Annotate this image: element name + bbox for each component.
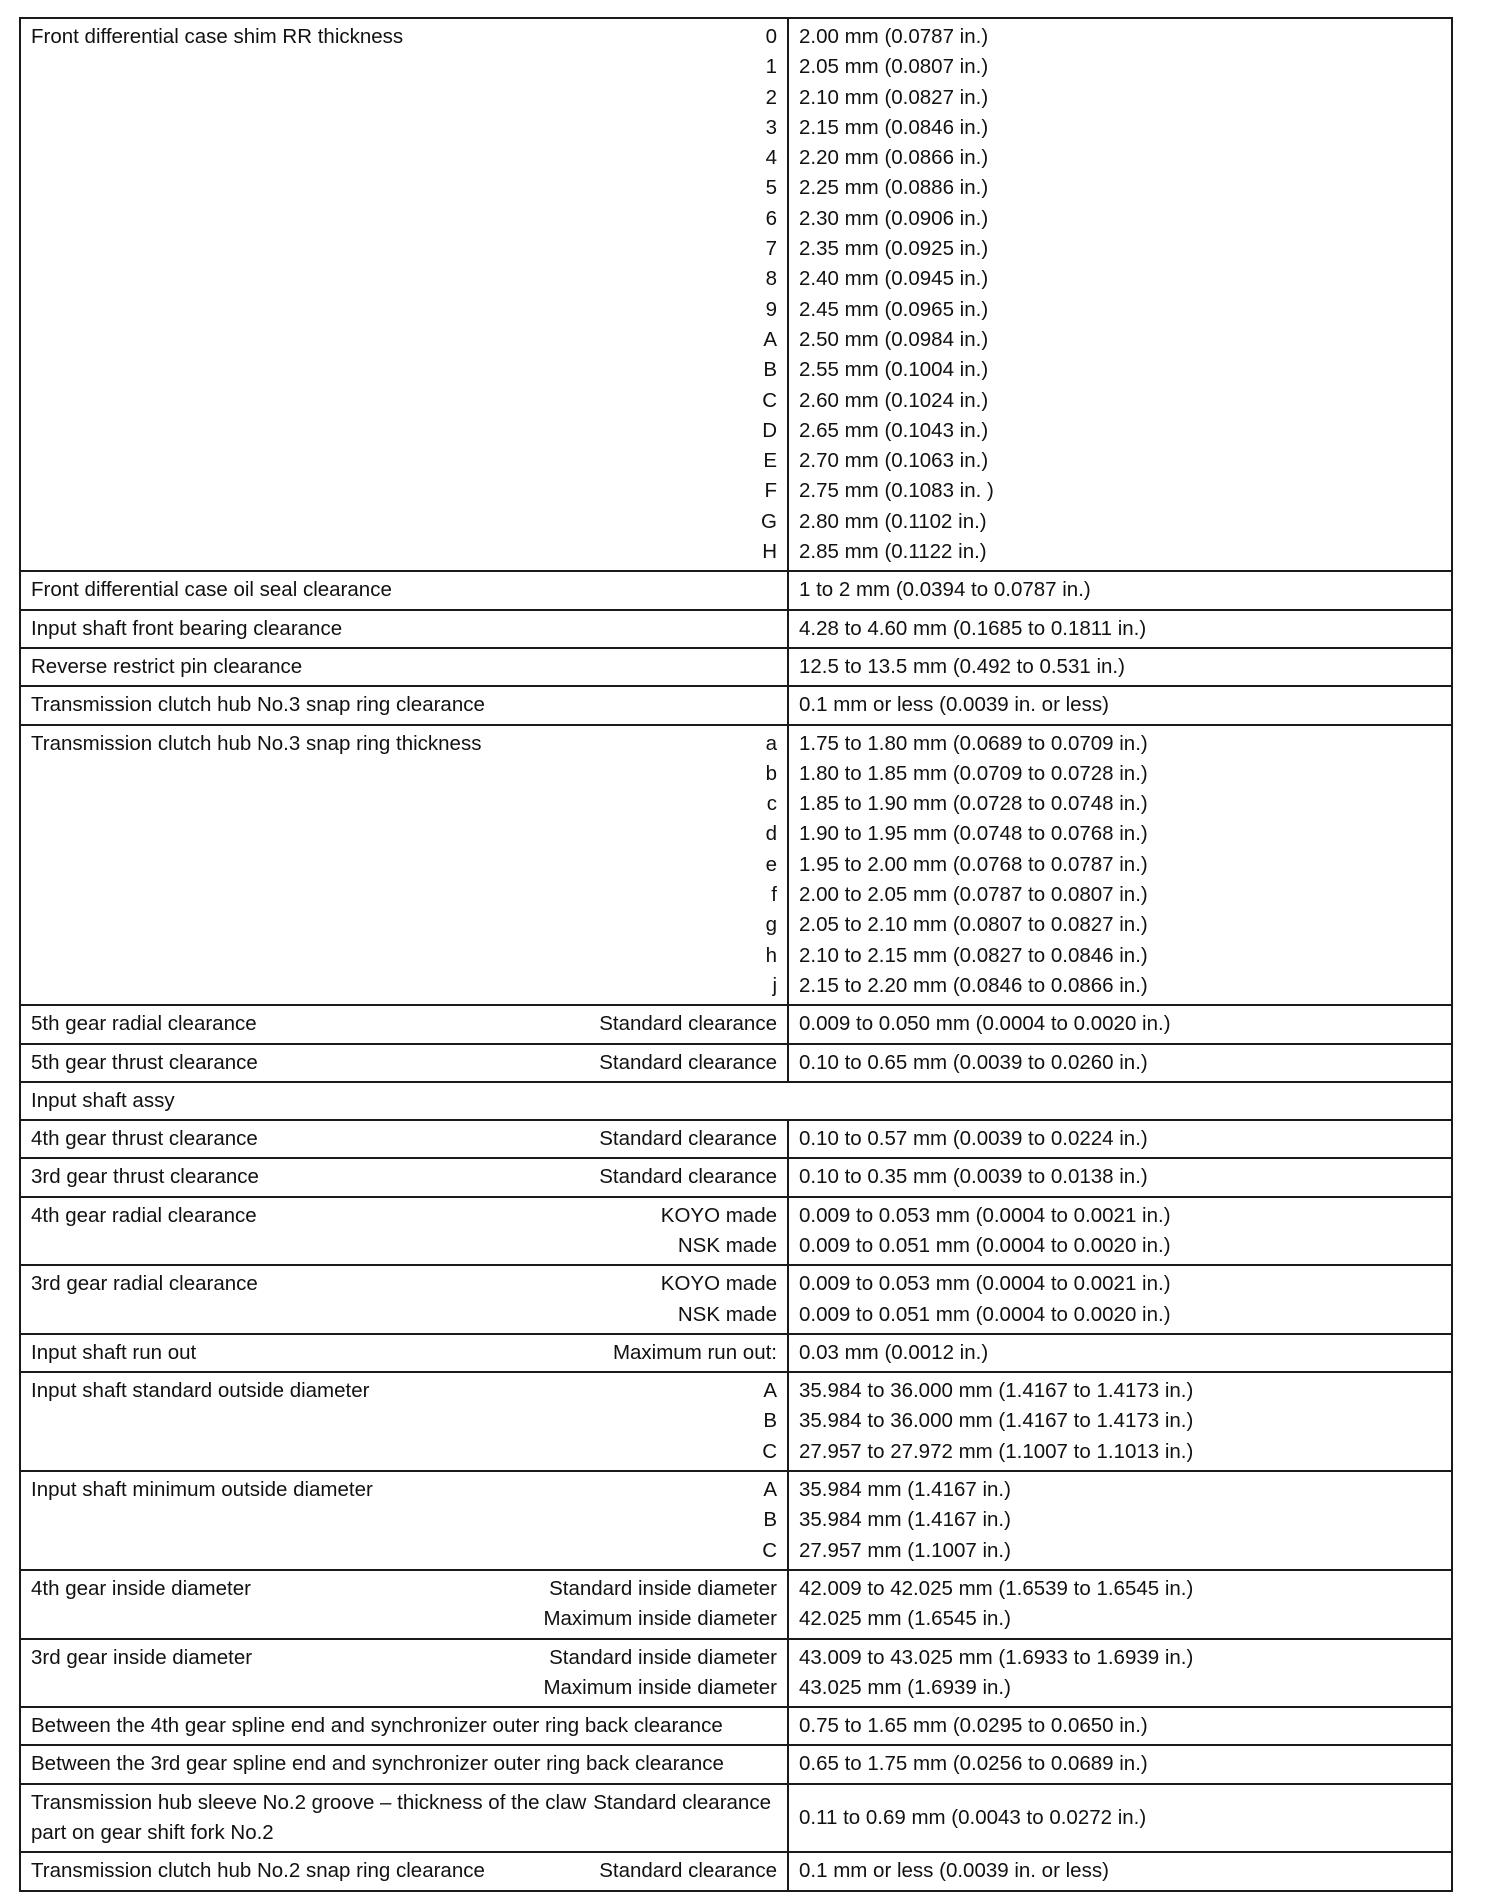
spec-value: 35.984 to 36.000 mm (1.4167 to 1.4173 in.): [799, 1379, 1194, 1403]
spec-value-cell: [788, 686, 1452, 724]
spec-value: 0.1 mm or less (0.0039 in. or less): [799, 693, 1109, 717]
spec-sub-labels: [766, 729, 777, 1002]
spec-sub-labels: [543, 1643, 777, 1704]
spec-sub-label: Standard clearance: [599, 1165, 777, 1189]
spec-label-cell: [20, 1707, 788, 1745]
spec-sub-label: KOYO made: [660, 1272, 777, 1296]
spec-sub-labels: [543, 1574, 777, 1635]
spec-row: [20, 1745, 1452, 1783]
spec-label-cell: [20, 1158, 788, 1196]
spec-label-cell: [20, 1265, 788, 1334]
spec-row: [20, 1784, 1452, 1853]
spec-row: [20, 1082, 1452, 1120]
spec-sub-label: A: [763, 1379, 777, 1403]
spec-row: [20, 18, 1452, 571]
spec-value: 1.95 to 2.00 mm (0.0768 to 0.0787 in.): [799, 852, 1148, 876]
spec-label: 4th gear inside diameter: [31, 1576, 251, 1600]
spec-label: Input shaft front bearing clearance: [31, 616, 343, 640]
spec-row: [20, 1334, 1452, 1372]
spec-value: 2.15 mm (0.0846 in.): [799, 115, 989, 139]
spec-label: 5th gear radial clearance: [31, 1012, 257, 1036]
spec-sub-label: 0: [765, 25, 777, 48]
spec-sub-labels: [762, 1376, 777, 1467]
spec-label-cell: [20, 1005, 788, 1043]
spec-value-cell: [788, 1639, 1452, 1708]
spec-label-cell: [20, 610, 788, 648]
spec-sub-labels: [599, 1124, 777, 1154]
spec-sub-label: A: [763, 1478, 777, 1502]
spec-value: 0.009 to 0.050 mm (0.0004 to 0.0020 in.): [799, 1012, 1171, 1036]
spec-sub-label: Standard inside diameter: [549, 1645, 777, 1669]
spec-value-cell: [788, 610, 1452, 648]
spec-label: 4th gear thrust clearance: [31, 1127, 258, 1151]
spec-sub-label: 4: [765, 146, 777, 170]
spec-value: 2.75 mm (0.1083 in. ): [799, 479, 994, 503]
spec-sub-label: Standard clearance: [599, 1859, 777, 1883]
spec-value-cell: [788, 1197, 1452, 1266]
spec-sub-label: A: [763, 327, 777, 351]
spec-row: [20, 1158, 1452, 1196]
spec-label-cell: [20, 1745, 788, 1783]
spec-value: 2.10 to 2.15 mm (0.0827 to 0.0846 in.): [799, 943, 1148, 967]
spec-sub-label: NSK made: [677, 1302, 777, 1326]
spec-value: 42.009 to 42.025 mm (1.6539 to 1.6545 in.): [799, 1576, 1194, 1600]
spec-sub-label: h: [765, 943, 777, 967]
spec-sub-label: 5: [765, 176, 777, 200]
spec-label: Input shaft run out: [31, 1340, 197, 1364]
spec-value-cell: [788, 1570, 1452, 1639]
spec-value: 2.05 to 2.10 mm (0.0807 to 0.0827 in.): [799, 913, 1148, 937]
spec-sub-label: B: [763, 1508, 777, 1532]
spec-label: Transmission clutch hub No.3 snap ring thickness: [31, 731, 482, 755]
spec-value: 2.00 to 2.05 mm (0.0787 to 0.0807 in.): [799, 883, 1148, 907]
spec-row: [20, 1120, 1452, 1158]
spec-row: [20, 610, 1452, 648]
spec-label: Front differential case shim RR thickness: [31, 25, 404, 48]
spec-value: 0.65 to 1.75 mm (0.0256 to 0.0689 in.): [799, 1752, 1148, 1776]
spec-value-cell: [788, 1334, 1452, 1372]
spec-sub-labels: [661, 1201, 777, 1262]
spec-value: 35.984 mm (1.4167 in.): [799, 1478, 1011, 1502]
spec-sub-label: Maximum inside diameter: [543, 1607, 777, 1631]
spec-sub-labels: [599, 1048, 777, 1078]
spec-label-cell: [20, 1044, 788, 1082]
spec-sub-label: E: [763, 449, 777, 473]
spec-label-cell: [20, 18, 788, 571]
spec-sub-labels: [761, 22, 777, 567]
spec-value: 0.11 to 0.69 mm (0.0043 to 0.0272 in.): [799, 1805, 1147, 1829]
spec-label: Front differential case oil seal clearance: [31, 578, 392, 602]
spec-label: Reverse restrict pin clearance: [31, 654, 303, 678]
spec-row: [20, 1852, 1452, 1890]
spec-label-cell: [20, 686, 788, 724]
spec-sub-label: 7: [765, 237, 777, 261]
spec-label-cell: [20, 1852, 788, 1890]
spec-value: 1.75 to 1.80 mm (0.0689 to 0.0709 in.): [799, 731, 1148, 755]
spec-value: 0.009 to 0.053 mm (0.0004 to 0.0021 in.): [799, 1272, 1171, 1296]
spec-sub-label: Standard clearance: [599, 1050, 777, 1074]
spec-value: 2.55 mm (0.1004 in.): [799, 358, 989, 382]
spec-label: 4th gear radial clearance: [31, 1203, 257, 1227]
spec-value-cell: [788, 1745, 1452, 1783]
spec-sub-label: 2: [765, 85, 777, 109]
spec-row: [20, 1197, 1452, 1266]
spec-value: 0.10 to 0.35 mm (0.0039 to 0.0138 in.): [799, 1165, 1148, 1189]
spec-sub-label: G: [761, 509, 777, 533]
spec-value: 1.80 to 1.85 mm (0.0709 to 0.0728 in.): [799, 761, 1148, 785]
spec-label: Transmission clutch hub No.2 snap ring clearance: [31, 1859, 485, 1883]
spec-value-cell: [788, 1044, 1452, 1082]
spec-value-cell: [788, 1372, 1452, 1471]
spec-value: 43.009 to 43.025 mm (1.6933 to 1.6939 in.): [799, 1645, 1194, 1669]
spec-value: 0.10 to 0.57 mm (0.0039 to 0.0224 in.): [799, 1127, 1148, 1151]
spec-value-cell: [788, 1852, 1452, 1890]
section-heading: Input shaft assy: [20, 1082, 1452, 1120]
spec-value-cell: [788, 725, 1452, 1006]
spec-value-cell: [788, 1471, 1452, 1570]
spec-label-cell: [20, 1639, 788, 1708]
spec-value: 0.009 to 0.051 mm (0.0004 to 0.0020 in.): [799, 1233, 1171, 1257]
spec-value: 2.20 mm (0.0866 in.): [799, 146, 989, 170]
spec-sub-label: 1: [765, 55, 777, 79]
spec-table-body: [20, 18, 1452, 1891]
spec-label: Between the 4th gear spline end and synchronizer outer ring back clearance: [31, 1714, 723, 1738]
spec-value: 2.65 mm (0.1043 in.): [799, 418, 989, 442]
spec-sub-label: H: [762, 540, 777, 564]
spec-row: [20, 686, 1452, 724]
spec-sub-label: d: [765, 822, 777, 846]
spec-label-cell: [20, 571, 788, 609]
spec-sub-label: Standard clearance: [593, 1790, 771, 1814]
spec-value: 2.10 mm (0.0827 in.): [799, 85, 989, 109]
spec-sub-label: b: [765, 761, 777, 785]
spec-sub-label: D: [762, 418, 777, 442]
spec-sub-label: Standard clearance: [599, 1127, 777, 1151]
spec-row: [20, 1639, 1452, 1708]
spec-sub-label: 9: [765, 297, 777, 321]
spec-label-cell: [20, 1570, 788, 1639]
spec-value: 1.85 to 1.90 mm (0.0728 to 0.0748 in.): [799, 792, 1148, 816]
spec-value: 2.05 mm (0.0807 in.): [799, 55, 989, 79]
spec-value: 27.957 to 27.972 mm (1.1007 to 1.1013 in.): [799, 1439, 1194, 1463]
spec-value: 2.25 mm (0.0886 in.): [799, 176, 989, 200]
spec-label: Transmission clutch hub No.3 snap ring clearance: [31, 693, 485, 717]
spec-value: 1 to 2 mm (0.0394 to 0.0787 in.): [799, 578, 1091, 602]
spec-value-cell: [788, 648, 1452, 686]
spec-sub-labels: [599, 1856, 777, 1886]
spec-label: 3rd gear thrust clearance: [31, 1165, 259, 1189]
spec-row: [20, 1471, 1452, 1570]
spec-row: [20, 1005, 1452, 1043]
spec-row: [20, 1707, 1452, 1745]
spec-sub-labels: [661, 1269, 777, 1330]
spec-sub-label: Standard clearance: [599, 1012, 777, 1036]
spec-label: 3rd gear inside diameter: [31, 1645, 253, 1669]
spec-label-cell: [20, 648, 788, 686]
spec-sub-labels: [613, 1338, 777, 1368]
spec-value-cell: [788, 1005, 1452, 1043]
spec-label-cell: [20, 1471, 788, 1570]
spec-label: Transmission hub sleeve No.2 groove – thickness of the claw part on gear shift fork No.2: [31, 1790, 587, 1845]
spec-value: 0.1 mm or less (0.0039 in. or less): [799, 1859, 1109, 1883]
spec-label-cell: [20, 1197, 788, 1266]
spec-label: Input shaft standard outside diameter: [31, 1379, 370, 1403]
spec-value: 2.70 mm (0.1063 in.): [799, 449, 989, 473]
spec-value: 2.80 mm (0.1102 in.): [799, 509, 987, 533]
spec-value: 2.40 mm (0.0945 in.): [799, 267, 989, 291]
spec-value: 2.45 mm (0.0965 in.): [799, 297, 989, 321]
spec-label-cell: [20, 1784, 788, 1853]
spec-value: 0.10 to 0.65 mm (0.0039 to 0.0260 in.): [799, 1050, 1148, 1074]
spec-value: 42.025 mm (1.6545 in.): [799, 1607, 1011, 1631]
spec-value: 2.85 mm (0.1122 in.): [799, 540, 987, 564]
spec-sub-labels: [762, 1475, 777, 1566]
spec-value: 2.50 mm (0.0984 in.): [799, 327, 989, 351]
spec-sub-label: B: [763, 1409, 777, 1433]
spec-table: [19, 17, 1453, 1892]
spec-sub-label: 8: [765, 267, 777, 291]
spec-value-cell: [788, 1707, 1452, 1745]
spec-sub-label: j: [772, 973, 777, 997]
spec-value-cell: [788, 1158, 1452, 1196]
spec-sub-label: 3: [765, 115, 777, 139]
spec-row: [20, 1372, 1452, 1471]
spec-sub-label: F: [764, 479, 777, 503]
spec-value: 43.025 mm (1.6939 in.): [799, 1675, 1011, 1699]
spec-label-cell: [20, 1120, 788, 1158]
spec-sub-labels: [599, 1162, 777, 1192]
spec-label-cell: [20, 1334, 788, 1372]
spec-row: [20, 1570, 1452, 1639]
spec-value: 4.28 to 4.60 mm (0.1685 to 0.1811 in.): [799, 616, 1147, 640]
spec-sub-label: B: [763, 358, 777, 382]
spec-sub-label: Maximum inside diameter: [543, 1675, 777, 1699]
spec-sub-label: Maximum run out:: [612, 1340, 777, 1364]
spec-value: 2.00 mm (0.0787 in.): [799, 25, 989, 48]
spec-value-cell: [788, 1120, 1452, 1158]
spec-sub-label: C: [762, 1439, 777, 1463]
spec-value: 35.984 to 36.000 mm (1.4167 to 1.4173 in.): [799, 1409, 1194, 1433]
spec-value: 12.5 to 13.5 mm (0.492 to 0.531 in.): [799, 654, 1125, 678]
spec-sub-label: c: [766, 792, 777, 816]
spec-sub-label: a: [765, 731, 777, 755]
spec-label: Input shaft minimum outside diameter: [31, 1478, 373, 1502]
spec-label-cell: [20, 725, 788, 1006]
spec-sub-labels: [599, 1009, 777, 1039]
spec-sub-label: Standard inside diameter: [549, 1576, 777, 1600]
spec-value: 2.15 to 2.20 mm (0.0846 to 0.0866 in.): [799, 973, 1148, 997]
spec-value-cell: [788, 1784, 1452, 1853]
spec-row: [20, 725, 1452, 1006]
spec-value: 0.03 mm (0.0012 in.): [799, 1340, 989, 1364]
spec-row: [20, 1044, 1452, 1082]
spec-value: 0.009 to 0.051 mm (0.0004 to 0.0020 in.): [799, 1302, 1171, 1326]
spec-value: 35.984 mm (1.4167 in.): [799, 1508, 1011, 1532]
spec-label-cell: [20, 1372, 788, 1471]
spec-value: 2.60 mm (0.1024 in.): [799, 388, 989, 412]
spec-value: 27.957 mm (1.1007 in.): [799, 1538, 1011, 1562]
spec-label-wrap: [31, 1788, 771, 1849]
spec-sub-label: g: [765, 913, 777, 937]
spec-sub-label: C: [762, 1538, 777, 1562]
spec-value-cell: [788, 571, 1452, 609]
spec-value: 0.75 to 1.65 mm (0.0295 to 0.0650 in.): [799, 1714, 1148, 1738]
spec-value: 2.35 mm (0.0925 in.): [799, 237, 989, 261]
spec-sub-label: NSK made: [677, 1233, 777, 1257]
spec-label: Between the 3rd gear spline end and synchronizer outer ring back clearance: [31, 1752, 724, 1776]
spec-value-cell: [788, 1265, 1452, 1334]
spec-value-cell: [788, 18, 1452, 571]
spec-sub-label: f: [771, 883, 777, 907]
spec-label: 3rd gear radial clearance: [31, 1272, 258, 1296]
spec-row: [20, 648, 1452, 686]
spec-sub-label: C: [762, 388, 777, 412]
spec-value: 0.009 to 0.053 mm (0.0004 to 0.0021 in.): [799, 1203, 1171, 1227]
spec-value: 2.30 mm (0.0906 in.): [799, 206, 989, 230]
spec-sub-label: 6: [765, 206, 777, 230]
spec-sub-label: e: [765, 852, 777, 876]
spec-row: [20, 1265, 1452, 1334]
spec-row: [20, 571, 1452, 609]
spec-value: 1.90 to 1.95 mm (0.0748 to 0.0768 in.): [799, 822, 1148, 846]
spec-label: 5th gear thrust clearance: [31, 1050, 258, 1074]
spec-sub-label: KOYO made: [660, 1203, 777, 1227]
